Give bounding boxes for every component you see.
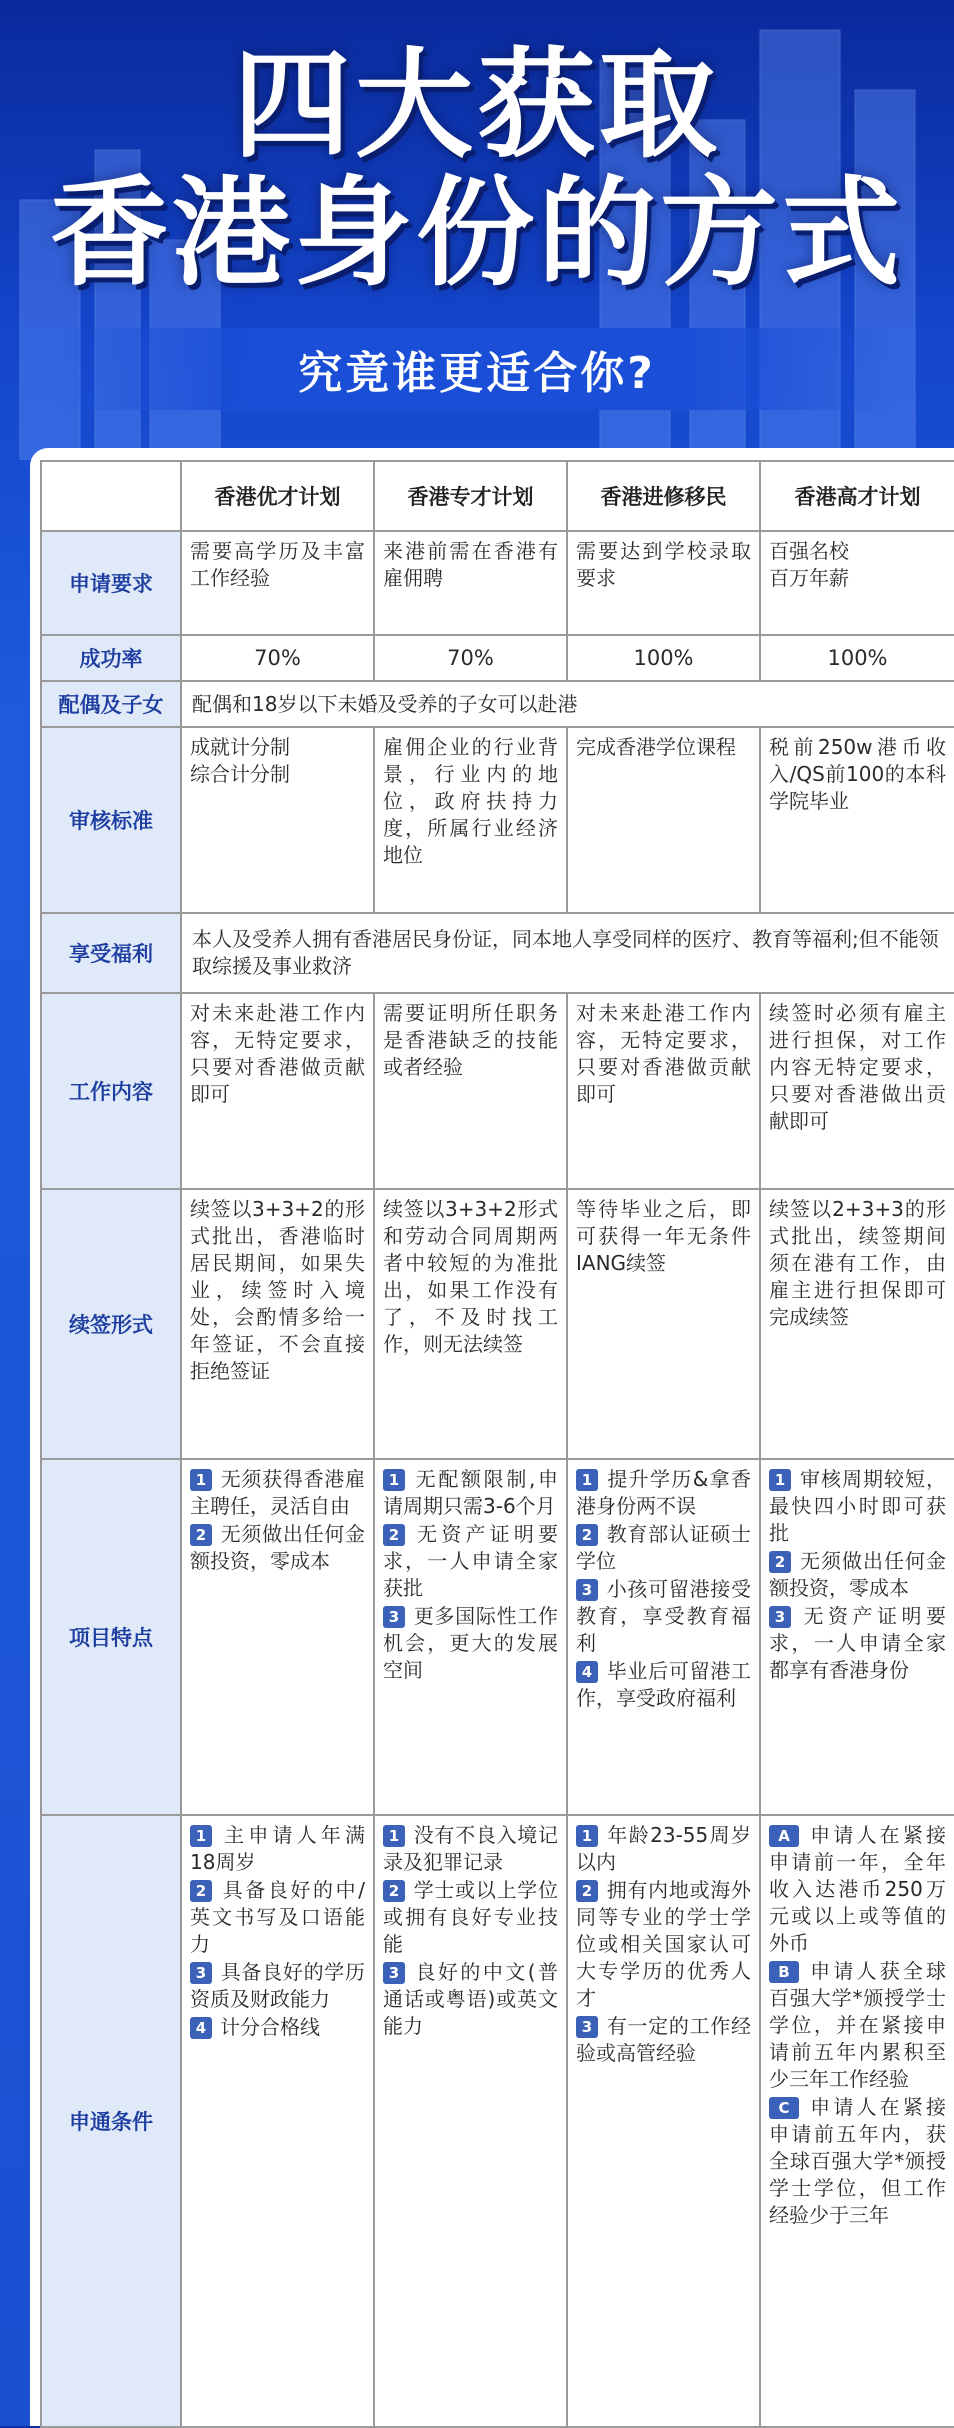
- item-text: 年龄23-55周岁以内: [576, 1823, 751, 1874]
- table-cell: 100%: [760, 635, 954, 681]
- item-text: 没有不良入境记录及犯罪记录: [383, 1823, 558, 1874]
- number-badge: 2: [383, 1524, 405, 1546]
- row-benefits: [41, 913, 954, 993]
- item-text: 主申请人年满18周岁: [190, 1823, 365, 1874]
- table-cell: 对未来赴港工作内容，无特定要求，只要对香港做贡献即可: [181, 993, 374, 1189]
- comparison-table: [40, 460, 954, 2428]
- table-cell: 70%: [374, 635, 567, 681]
- number-badge: 3: [383, 1606, 405, 1628]
- item-text: 无资产证明要求，一人申请全家都享有香港身份: [769, 1604, 946, 1682]
- table-cell: 等待毕业之后，即可获得一年无条件IANG续签: [567, 1189, 760, 1459]
- item-text: 小孩可留港接受教育，享受教育福利: [576, 1577, 751, 1655]
- list-item: [769, 2094, 946, 2229]
- list-item: [576, 1576, 751, 1657]
- table-cell: 需要高学历及丰富工作经验: [181, 531, 374, 635]
- list-item: [190, 2014, 365, 2041]
- table-cell: [374, 1459, 567, 1815]
- list-item: [383, 1603, 558, 1684]
- column-header: 香港专才计划: [374, 461, 567, 531]
- column-header: 香港进修移民: [567, 461, 760, 531]
- number-badge: 1: [769, 1469, 791, 1491]
- item-text: 申请人获全球百强大学*颁授学士学位，并在紧接申请前五年内累积至少三年工作经验: [769, 1959, 946, 2091]
- list-item: [383, 1877, 558, 1958]
- item-text: 无配额限制,申请周期只需3-6个月: [383, 1467, 558, 1518]
- list-item: [576, 2013, 751, 2067]
- row-review-standard: [41, 727, 954, 913]
- table-cell: [181, 1815, 374, 2427]
- row-label: 申请要求: [41, 531, 181, 635]
- number-badge: 1: [190, 1469, 212, 1491]
- row-label: 享受福利: [41, 913, 181, 993]
- item-text: 无须做出任何金额投资，零成本: [190, 1522, 365, 1573]
- item-text: 拥有内地或海外同等专业的学士学位或相关国家认可大专学历的优秀人才: [576, 1878, 751, 2010]
- list-item: [576, 1822, 751, 1876]
- table-cell: 来港前需在香港有雇佣聘: [374, 531, 567, 635]
- number-badge: 2: [190, 1880, 212, 1902]
- number-badge: 1: [576, 1469, 598, 1491]
- number-badge: 3: [769, 1606, 791, 1628]
- number-badge: 2: [190, 1524, 212, 1546]
- number-badge: 1: [383, 1825, 405, 1847]
- item-text: 具备良好的学历资质及财政能力: [190, 1960, 365, 2011]
- row-label: 续签形式: [41, 1189, 181, 1459]
- list-item: [190, 1822, 365, 1876]
- table-cell: [374, 1815, 567, 2427]
- item-text: 审核周期较短，最快四小时即可获批: [769, 1467, 946, 1545]
- table-cell: [181, 1459, 374, 1815]
- number-badge: 2: [576, 1524, 598, 1546]
- item-text: 有一定的工作经验或高管经验: [576, 2014, 751, 2065]
- list-item: [383, 1466, 558, 1520]
- row-spouse-children: [41, 681, 954, 727]
- row-work-content: [41, 993, 954, 1189]
- number-badge: 1: [383, 1469, 405, 1491]
- number-badge: 1: [576, 1825, 598, 1847]
- list-item: [190, 1959, 365, 2013]
- list-item: [769, 1822, 946, 1957]
- row-label: 配偶及子女: [41, 681, 181, 727]
- number-badge: 3: [190, 1962, 212, 1984]
- letter-badge: B: [769, 1961, 799, 1983]
- item-text: 教育部认证硕士学位: [576, 1522, 751, 1573]
- item-text: 无须做出任何金额投资，零成本: [769, 1549, 946, 1600]
- number-badge: 2: [383, 1880, 405, 1902]
- item-text: 申请人在紧接申请前五年内，获全球百强大学*颁授学士学位，但工作经验少于三年: [769, 2095, 946, 2227]
- number-badge: 4: [576, 1661, 598, 1683]
- page-title-line2: 香港身份的方式: [49, 164, 904, 302]
- table-cell: 70%: [181, 635, 374, 681]
- item-text: 具备良好的中/英文书写及口语能力: [190, 1878, 365, 1956]
- number-badge: 3: [576, 1579, 598, 1601]
- list-item: [769, 1548, 946, 1602]
- table-cell: 成就计分制 综合计分制: [181, 727, 374, 913]
- subtitle-banner: [60, 328, 894, 410]
- number-badge: 2: [576, 1880, 598, 1902]
- header-row: [41, 461, 954, 531]
- table-cell: 百强名校 百万年薪: [760, 531, 954, 635]
- item-text: 提升学历&拿香港身份两不误: [576, 1467, 751, 1518]
- table-cell: 续签时必须有雇主进行担保，对工作内容无特定要求，只要对香港做出贡献即可: [760, 993, 954, 1189]
- subtitle: 究竟谁更适合你?: [298, 348, 656, 399]
- page-title-line1: 四大获取: [232, 36, 721, 174]
- list-item: [576, 1877, 751, 2012]
- column-header: 香港高才计划: [760, 461, 954, 531]
- row-label: 工作内容: [41, 993, 181, 1189]
- list-item: [383, 1959, 558, 2040]
- comparison-card: [30, 448, 954, 2426]
- column-header: 香港优才计划: [181, 461, 374, 531]
- table-cell: 需要证明所任职务是香港缺乏的技能或者经验: [374, 993, 567, 1189]
- row-label: 审核标准: [41, 727, 181, 913]
- table-cell: 对未来赴港工作内容，无特定要求，只要对香港做贡献即可: [567, 993, 760, 1189]
- item-text: 更多国际性工作机会，更大的发展空间: [383, 1604, 558, 1682]
- number-badge: 3: [383, 1962, 405, 1984]
- row-label: 项目特点: [41, 1459, 181, 1815]
- list-item: [190, 1877, 365, 1958]
- row-requirement: [41, 531, 954, 635]
- table-cell: 需要达到学校录取要求: [567, 531, 760, 635]
- table-cell: 雇佣企业的行业背景，行业内的地位，政府扶持力度，所属行业经济地位: [374, 727, 567, 913]
- list-item: [769, 1958, 946, 2093]
- letter-badge: C: [769, 2097, 799, 2119]
- list-item: [190, 1521, 365, 1575]
- table-cell: 续签以3+3+2形式和劳动合同周期两者中较短的为准批出，如果工作没有了，不及时找工作，则无法续签: [374, 1189, 567, 1459]
- item-text: 学士或以上学位或拥有良好专业技能: [383, 1878, 558, 1956]
- list-item: [383, 1521, 558, 1602]
- item-text: 无须获得香港雇主聘任，灵活自由: [190, 1467, 365, 1518]
- table-cell: 续签以2+3+3的形式批出，续签期间须在港有工作，由雇主进行担保即可完成续签: [760, 1189, 954, 1459]
- table-cell: 配偶和18岁以下未婚及受养的子女可以赴港: [181, 681, 954, 727]
- item-text: 良好的中文(普通话或粤语)或英文能力: [383, 1960, 558, 2038]
- table-cell: 税前250w港币收入/QS前100的本科学院毕业: [760, 727, 954, 913]
- list-item: [769, 1603, 946, 1684]
- table-cell: [760, 1459, 954, 1815]
- table-cell: 完成香港学位课程: [567, 727, 760, 913]
- item-text: 无资产证明要求，一人申请全家获批: [383, 1522, 558, 1600]
- number-badge: 3: [576, 2016, 598, 2038]
- table-cell: [760, 1815, 954, 2427]
- number-badge: 4: [190, 2017, 212, 2039]
- item-text: 毕业后可留港工作，享受政府福利: [576, 1659, 751, 1710]
- table-cell: 续签以3+3+2的形式批出，香港临时居民期间，如果失业，续签时入境处，会酌情多给一年签证，不会直接拒绝签证: [181, 1189, 374, 1459]
- item-text: 申请人在紧接申请前一年，全年收入达港币250万元或以上或等值的外币: [769, 1823, 946, 1955]
- item-text: 计分合格线: [220, 2015, 320, 2039]
- table-cell: 100%: [567, 635, 760, 681]
- list-item: [576, 1521, 751, 1575]
- list-item: [190, 1466, 365, 1520]
- row-success-rate: [41, 635, 954, 681]
- list-item: [576, 1658, 751, 1712]
- table-cell: [567, 1459, 760, 1815]
- list-item: [383, 1822, 558, 1876]
- row-renewal: [41, 1189, 954, 1459]
- corner-cell: [41, 461, 181, 531]
- letter-badge: A: [769, 1825, 799, 1847]
- row-features: [41, 1459, 954, 1815]
- row-label: 申通条件: [41, 1815, 181, 2427]
- table-cell: 本人及受养人拥有香港居民身份证，同本地人享受同样的医疗、教育等福利;但不能领取综援及事业救济: [181, 913, 954, 993]
- list-item: [769, 1466, 946, 1547]
- list-item: [576, 1466, 751, 1520]
- row-conditions: [41, 1815, 954, 2427]
- number-badge: 2: [769, 1551, 791, 1573]
- row-label: 成功率: [41, 635, 181, 681]
- table-cell: [567, 1815, 760, 2427]
- number-badge: 1: [190, 1825, 212, 1847]
